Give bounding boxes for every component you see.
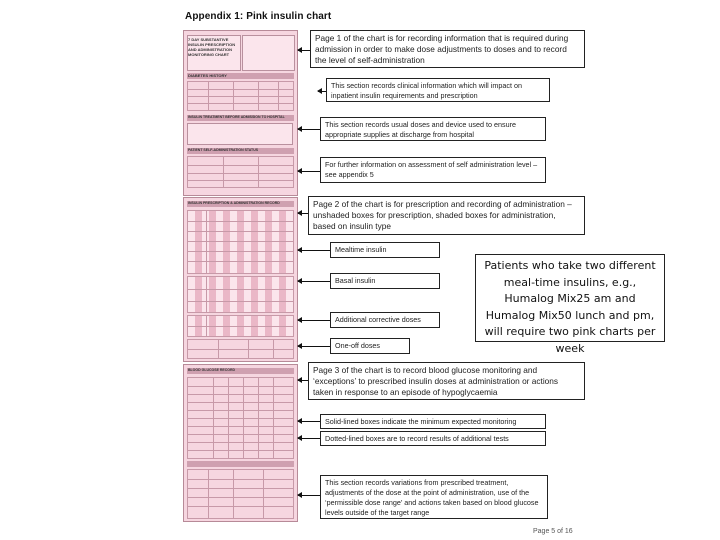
arrow-6: [298, 250, 330, 251]
diabetes-history-label: DIABETES HISTORY: [188, 73, 227, 78]
arrow-9: [298, 346, 330, 347]
arrow-4: [298, 171, 320, 172]
chart-page-2-thumbnail: [183, 197, 298, 362]
note-basal-insulin: Basal insulin: [330, 273, 440, 289]
page-title: Appendix 1: Pink insulin chart: [185, 11, 332, 22]
chart-page-1-thumbnail: [183, 30, 298, 196]
note-one-off-doses: One-off doses: [330, 338, 410, 354]
form-title-text: 7 DAY SUBSTANTIVE INSULIN PRESCRIPTION AND ADMINISTRATION MONITORING CHART: [188, 37, 236, 57]
arrow-10: [298, 380, 308, 381]
note-variations: This section records variations from prescribed treatment, adjustments of the dose at the point of administration, use of the ‘permissible dose range’ and actions taken based on blood glucose levels outside of the target range: [320, 475, 548, 519]
note-corrective-doses: Additional corrective doses: [330, 312, 440, 328]
arrow-8: [298, 320, 330, 321]
section-c-label: PATIENT SELF-ADMINISTRATION STATUS: [188, 148, 259, 152]
arrow-2: [318, 91, 326, 92]
page-2-header: INSULIN PRESCRIPTION & ADMINISTRATION RECORD: [188, 201, 280, 205]
note-page-3: Page 3 of the chart is to record blood glucose monitoring and ‘exceptions’ to prescribed insulin doses at administration or actions taken in response to an episode of hypoglycaemia: [308, 362, 585, 400]
note-usual-doses: This section records usual doses and device used to ensure appropriate supplies at discharge from hospital: [320, 117, 546, 141]
page-3-header: BLOOD GLUCOSE RECORD: [188, 368, 236, 372]
chart-page-3-thumbnail: [183, 364, 298, 522]
page-number: Page 5 of 16: [533, 528, 573, 535]
arrow-1: [298, 50, 310, 51]
note-page-2: Page 2 of the chart is for prescription and recording of administration – unshaded boxes for prescription, shaded boxes for administration, based on insulin type: [308, 196, 585, 235]
arrow-12: [298, 438, 320, 439]
note-self-admin: For further information on assessment of self administration level – see appendix 5: [320, 157, 546, 183]
section-b-label: INSULIN TREATMENT BEFORE ADMISSION TO HOSPITAL: [188, 115, 285, 119]
arrow-7: [298, 281, 330, 282]
note-page-1: Page 1 of the chart is for recording information that is required during admission in order to make dose adjustments to doses and to record the level of self-administration: [310, 30, 585, 68]
note-mealtime-insulin: Mealtime insulin: [330, 242, 440, 258]
two-charts-callout: Patients who take two different meal-time insulins, e.g., Humalog Mix25 am and Humalog Mix50 lunch and pm, will require two pink charts per week: [475, 254, 665, 342]
arrow-5: [298, 213, 308, 214]
note-solid-lined: Solid-lined boxes indicate the minimum expected monitoring: [320, 414, 546, 429]
arrow-11: [298, 421, 320, 422]
note-clinical-info: This section records clinical information which will impact on inpatient insulin requirements and prescription: [326, 78, 550, 102]
arrow-3: [298, 129, 320, 130]
note-dotted-lined: Dotted-lined boxes are to record results of additional tests: [320, 431, 546, 446]
arrow-13: [298, 495, 320, 496]
